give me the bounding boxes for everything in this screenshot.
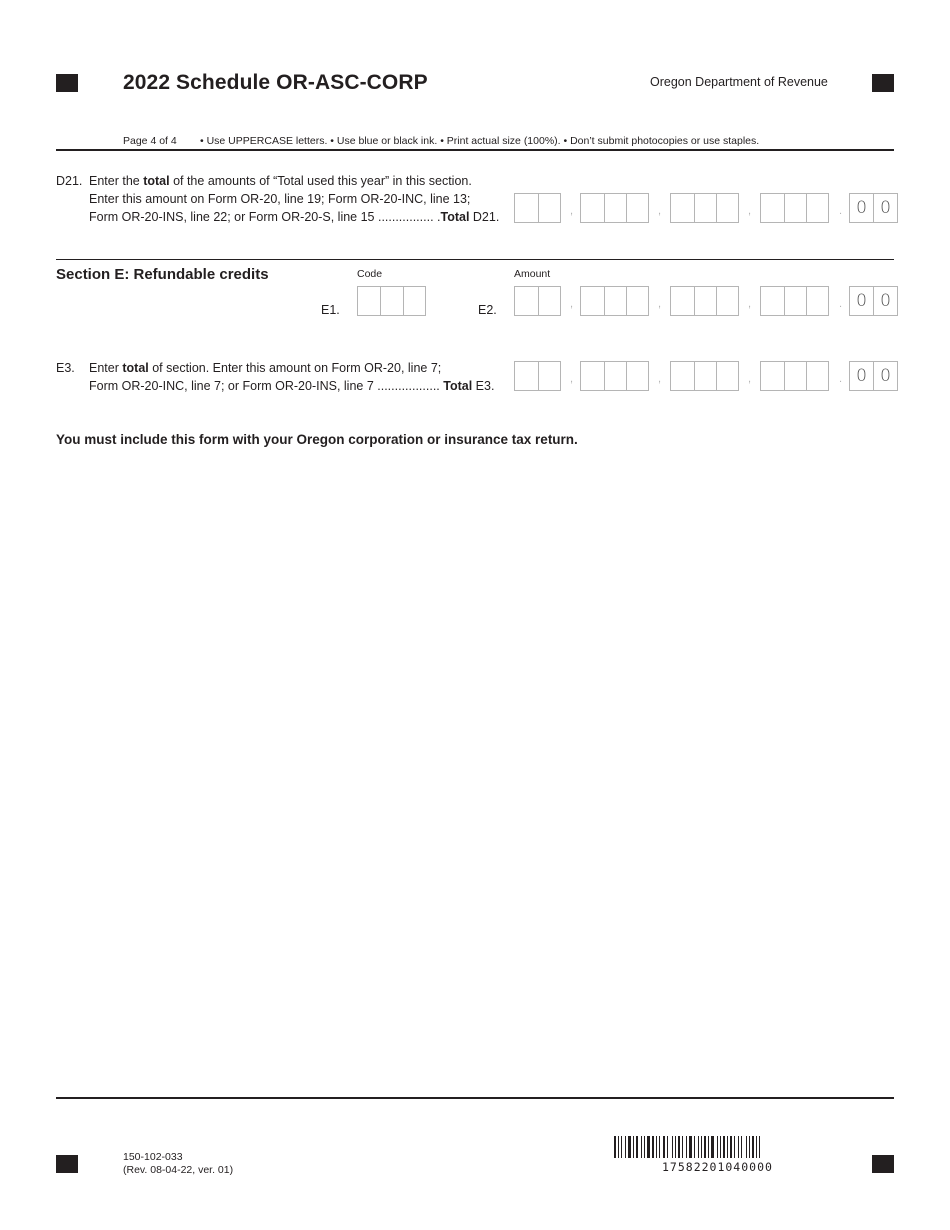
digit-cell-divider xyxy=(694,362,695,390)
cents-digit: 0 xyxy=(873,362,897,390)
barcode-bar xyxy=(727,1136,728,1158)
e3-cents-field[interactable] xyxy=(849,361,898,391)
barcode-bar xyxy=(686,1136,687,1158)
digit-cell-divider xyxy=(604,287,605,315)
barcode-bar xyxy=(636,1136,638,1158)
digit-group[interactable] xyxy=(670,193,739,223)
digit-cell-divider xyxy=(626,194,627,222)
digit-cell-divider xyxy=(716,194,717,222)
decimal-separator: . xyxy=(839,205,843,217)
decimal-separator: . xyxy=(839,373,843,385)
comma-separator: , xyxy=(658,298,662,310)
digit-group[interactable] xyxy=(670,286,739,316)
barcode-bar xyxy=(749,1136,750,1158)
barcode-number: 17582201040000 xyxy=(662,1160,773,1174)
barcode-bar xyxy=(667,1136,668,1158)
digit-cell-divider xyxy=(784,194,785,222)
digit-group[interactable] xyxy=(670,361,739,391)
comma-separator: , xyxy=(748,298,752,310)
digit-group[interactable] xyxy=(760,193,829,223)
digit-cell-divider xyxy=(784,287,785,315)
barcode-bar xyxy=(647,1136,650,1158)
code-cell-divider xyxy=(380,287,381,315)
barcode-bar xyxy=(701,1136,702,1158)
d21-number: D21. xyxy=(56,174,83,188)
digit-cell-divider xyxy=(784,362,785,390)
barcode xyxy=(614,1136,826,1158)
section-rule xyxy=(56,259,894,260)
code-column-header: Code xyxy=(357,268,383,280)
form-instructions: • Use UPPERCASE letters. • Use blue or black ink. • Print actual size (100%). • Don’t submit photocopies or use staples. xyxy=(200,135,760,147)
barcode-bar xyxy=(656,1136,657,1158)
barcode-bar xyxy=(730,1136,732,1158)
cents-digit: 0 xyxy=(873,194,897,222)
barcode-bar xyxy=(641,1136,642,1158)
barcode-bar xyxy=(628,1136,631,1158)
digit-cell-divider xyxy=(604,362,605,390)
comma-separator: , xyxy=(658,205,662,217)
comma-separator: , xyxy=(748,205,752,217)
section-e-title: Section E: Refundable credits xyxy=(56,266,269,283)
barcode-bar xyxy=(698,1136,699,1158)
barcode-bar xyxy=(738,1136,739,1158)
barcode-bar xyxy=(644,1136,645,1158)
barcode-bar xyxy=(659,1136,660,1158)
digit-cell-divider xyxy=(716,362,717,390)
barcode-bar xyxy=(741,1136,742,1158)
department-name: Oregon Department of Revenue xyxy=(650,75,828,89)
comma-separator: , xyxy=(748,373,752,385)
barcode-bar xyxy=(682,1136,683,1158)
barcode-bar xyxy=(756,1136,757,1158)
digit-cell-divider xyxy=(538,362,539,390)
barcode-bar xyxy=(734,1136,735,1158)
barcode-bar xyxy=(752,1136,754,1158)
digit-cell-divider xyxy=(694,287,695,315)
header-rule xyxy=(56,149,894,151)
barcode-bar xyxy=(720,1136,721,1158)
digit-cell-divider xyxy=(806,194,807,222)
comma-separator: , xyxy=(570,298,574,310)
e1-code-field[interactable] xyxy=(357,286,426,316)
digit-cell-divider xyxy=(604,194,605,222)
digit-cell-divider xyxy=(806,287,807,315)
comma-separator: , xyxy=(570,205,574,217)
e2-cents-field[interactable] xyxy=(849,286,898,316)
form-number: 150-102-033 xyxy=(123,1151,183,1163)
footer-rule xyxy=(56,1097,894,1099)
cents-digit: 0 xyxy=(856,291,867,311)
amount-column-header: Amount xyxy=(514,268,551,280)
registration-mark-top-right xyxy=(872,74,894,92)
cents-digit: 0 xyxy=(856,198,867,218)
registration-mark-bottom-right xyxy=(872,1155,894,1173)
code-cell-divider xyxy=(403,287,404,315)
digit-cell-divider xyxy=(626,362,627,390)
digit-cell-divider xyxy=(538,287,539,315)
digit-group[interactable] xyxy=(580,193,649,223)
page-info: Page 4 of 4 xyxy=(123,135,177,147)
digit-group[interactable] xyxy=(580,361,649,391)
digit-group[interactable] xyxy=(760,286,829,316)
barcode-bar xyxy=(625,1136,626,1158)
barcode-bar xyxy=(704,1136,706,1158)
submission-note: You must include this form with your Oregon corporation or insurance tax return. xyxy=(56,432,578,447)
barcode-bar xyxy=(723,1136,725,1158)
digit-cell-divider xyxy=(538,194,539,222)
decimal-separator: . xyxy=(839,298,843,310)
barcode-bar xyxy=(675,1136,676,1158)
form-title: 2022 Schedule OR-ASC-CORP xyxy=(123,71,428,94)
form-revision: (Rev. 08-04-22, ver. 01) xyxy=(123,1164,234,1176)
form-number-block xyxy=(123,1151,233,1177)
e2-label: E2. xyxy=(478,303,497,317)
barcode-bar xyxy=(672,1136,673,1158)
comma-separator: , xyxy=(570,373,574,385)
digit-cell-divider xyxy=(694,194,695,222)
cents-digit: 0 xyxy=(873,287,897,315)
barcode-bar xyxy=(694,1136,695,1158)
digit-group[interactable] xyxy=(514,193,561,223)
e1-label: E1. xyxy=(321,303,340,317)
digit-cell-divider xyxy=(716,287,717,315)
digit-group[interactable] xyxy=(514,361,561,391)
barcode-bar xyxy=(663,1136,665,1158)
digit-group[interactable] xyxy=(514,286,561,316)
registration-mark-bottom-left xyxy=(56,1155,78,1173)
barcode-bar xyxy=(717,1136,718,1158)
d21-description: Enter the total of the amounts of “Total used this year” in this section. Enter this amount on Form OR-20, line 19; Form OR-20-INC, line 13; Form OR-20-INS, line 22; or Form OR-20-S, line 15 ................ .Total D21. xyxy=(89,174,500,224)
cents-digit: 0 xyxy=(856,366,867,386)
e3-number: E3. xyxy=(56,361,75,375)
barcode-bar xyxy=(621,1136,622,1158)
e3-description: Enter total of section. Enter this amount on Form OR-20, line 7; Form OR-20-INC, line 7; or Form OR-20-INS, line 7 .................. Total E3. xyxy=(89,361,495,393)
barcode-bar xyxy=(618,1136,619,1158)
digit-group[interactable] xyxy=(760,361,829,391)
barcode-bar xyxy=(689,1136,692,1158)
barcode-bar xyxy=(759,1136,760,1158)
barcode-bar xyxy=(614,1136,616,1158)
barcode-bar xyxy=(678,1136,680,1158)
digit-cell-divider xyxy=(806,362,807,390)
digit-cell-divider xyxy=(626,287,627,315)
barcode-bar xyxy=(652,1136,654,1158)
barcode-bar xyxy=(711,1136,714,1158)
d21-cents-field[interactable] xyxy=(849,193,898,223)
comma-separator: , xyxy=(658,373,662,385)
digit-group[interactable] xyxy=(580,286,649,316)
registration-mark-top-left xyxy=(56,74,78,92)
barcode-bar xyxy=(633,1136,634,1158)
barcode-bar xyxy=(708,1136,709,1158)
barcode-bar xyxy=(746,1136,747,1158)
